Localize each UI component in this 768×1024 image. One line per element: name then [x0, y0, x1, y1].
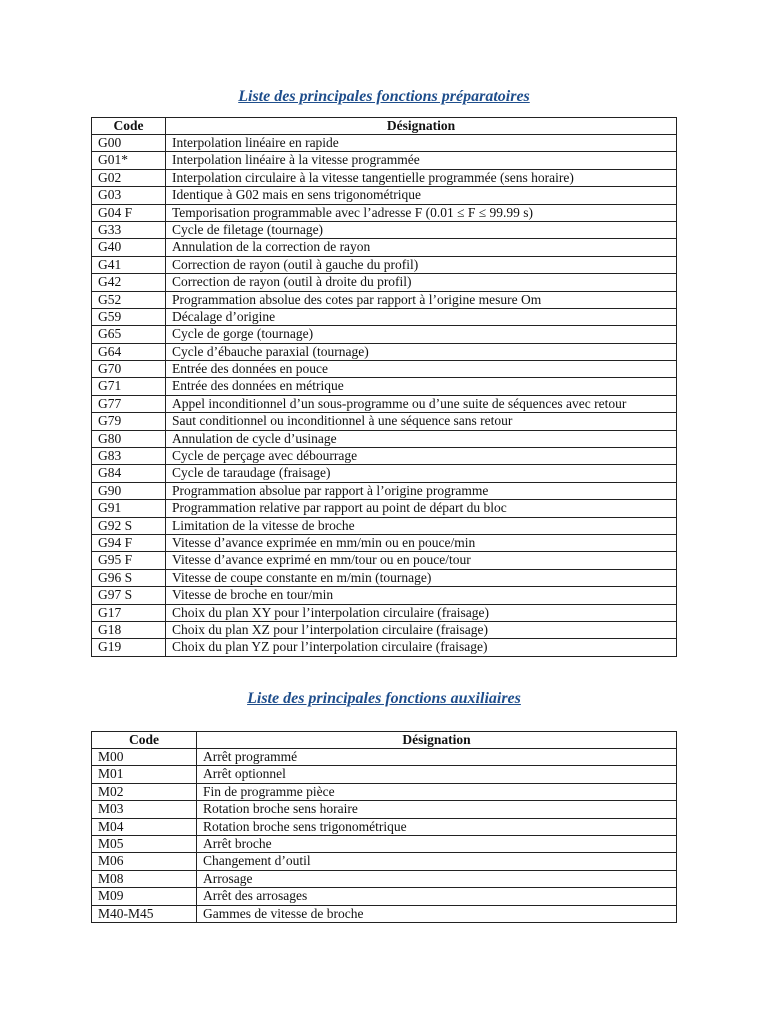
cell-code: G84	[92, 465, 166, 482]
table-row	[92, 343, 677, 360]
section-title-preparatory: Liste des principales fonctions préparatoires	[238, 88, 530, 105]
cell-designation: Correction de rayon (outil à gauche du profil)	[166, 256, 677, 273]
cell-designation: Choix du plan XY pour l’interpolation circulaire (fraisage)	[166, 604, 677, 621]
column-header-designation: Désignation	[166, 118, 677, 135]
cell-code: G40	[92, 239, 166, 256]
cell-code: G96 S	[92, 569, 166, 586]
cell-code: G42	[92, 274, 166, 291]
table-row	[92, 835, 677, 852]
cell-designation: Correction de rayon (outil à droite du profil)	[166, 274, 677, 291]
table-body	[92, 749, 677, 923]
cell-code: G77	[92, 395, 166, 412]
table-row	[92, 639, 677, 656]
cell-code: M04	[92, 818, 197, 835]
cell-code: G04 F	[92, 204, 166, 221]
cell-designation: Programmation absolue des cotes par rapport à l’origine mesure Om	[166, 291, 677, 308]
table-row	[92, 361, 677, 378]
table-row	[92, 135, 677, 152]
table-row	[92, 239, 677, 256]
cell-code: M40-M45	[92, 905, 197, 922]
cell-code: M01	[92, 766, 197, 783]
cell-designation: Saut conditionnel ou inconditionnel à une séquence sans retour	[166, 413, 677, 430]
table-row	[92, 621, 677, 638]
cell-code: G00	[92, 135, 166, 152]
preparatory-functions-table	[91, 117, 677, 657]
cell-code: G65	[92, 326, 166, 343]
cell-designation: Changement d’outil	[197, 853, 677, 870]
table-row	[92, 256, 677, 273]
cell-designation: Temporisation programmable avec l’adresse F (0.01 ≤ F ≤ 99.99 s)	[166, 204, 677, 221]
cell-designation: Cycle d’ébauche paraxial (tournage)	[166, 343, 677, 360]
section-title-auxiliary: Liste des principales fonctions auxiliaires	[247, 690, 521, 707]
cell-code: G33	[92, 221, 166, 238]
cell-designation: Interpolation linéaire en rapide	[166, 135, 677, 152]
table-row	[92, 187, 677, 204]
cell-code: G01*	[92, 152, 166, 169]
cell-code: G17	[92, 604, 166, 621]
cell-code: M05	[92, 835, 197, 852]
cell-code: G41	[92, 256, 166, 273]
cell-code: M02	[92, 783, 197, 800]
table-row	[92, 308, 677, 325]
table-row	[92, 413, 677, 430]
cell-code: M00	[92, 749, 197, 766]
cell-designation: Entrée des données en métrique	[166, 378, 677, 395]
cell-designation: Choix du plan YZ pour l’interpolation circulaire (fraisage)	[166, 639, 677, 656]
table-row	[92, 378, 677, 395]
cell-code: M06	[92, 853, 197, 870]
table-row	[92, 274, 677, 291]
cell-code: G80	[92, 430, 166, 447]
cell-code: G02	[92, 169, 166, 186]
table-row	[92, 448, 677, 465]
cell-designation: Annulation de la correction de rayon	[166, 239, 677, 256]
cell-designation: Interpolation circulaire à la vitesse tangentielle programmée (sens horaire)	[166, 169, 677, 186]
cell-designation: Appel inconditionnel d’un sous-programme ou d’une suite de séquences avec retour	[166, 395, 677, 412]
table-row	[92, 326, 677, 343]
cell-code: G52	[92, 291, 166, 308]
table-header-row	[92, 118, 677, 135]
cell-designation: Annulation de cycle d’usinage	[166, 430, 677, 447]
cell-code: G59	[92, 308, 166, 325]
cell-code: G19	[92, 639, 166, 656]
cell-designation: Rotation broche sens trigonométrique	[197, 818, 677, 835]
cell-code: G94 F	[92, 534, 166, 551]
cell-code: M08	[92, 870, 197, 887]
table-row	[92, 801, 677, 818]
cell-code: G71	[92, 378, 166, 395]
cell-code: G18	[92, 621, 166, 638]
cell-code: G70	[92, 361, 166, 378]
cell-code: G95 F	[92, 552, 166, 569]
cell-designation: Arrêt optionnel	[197, 766, 677, 783]
cell-code: M09	[92, 888, 197, 905]
cell-designation: Cycle de taraudage (fraisage)	[166, 465, 677, 482]
table-row	[92, 465, 677, 482]
table-row	[92, 221, 677, 238]
table-row	[92, 291, 677, 308]
cell-designation: Programmation relative par rapport au point de départ du bloc	[166, 500, 677, 517]
cell-designation: Gammes de vitesse de broche	[197, 905, 677, 922]
table-row	[92, 482, 677, 499]
table-row	[92, 783, 677, 800]
table-header-row	[92, 732, 677, 749]
column-header-code: Code	[92, 732, 197, 749]
table-row	[92, 888, 677, 905]
column-header-code: Code	[92, 118, 166, 135]
table-row	[92, 552, 677, 569]
cell-designation: Vitesse de broche en tour/min	[166, 587, 677, 604]
table-row	[92, 870, 677, 887]
cell-designation: Rotation broche sens horaire	[197, 801, 677, 818]
table-row	[92, 517, 677, 534]
cell-designation: Programmation absolue par rapport à l’origine programme	[166, 482, 677, 499]
table-row	[92, 500, 677, 517]
table-row	[92, 766, 677, 783]
cell-designation: Entrée des données en pouce	[166, 361, 677, 378]
cell-designation: Décalage d’origine	[166, 308, 677, 325]
cell-designation: Arrosage	[197, 870, 677, 887]
table-row	[92, 569, 677, 586]
column-header-designation: Désignation	[197, 732, 677, 749]
cell-designation: Arrêt des arrosages	[197, 888, 677, 905]
cell-code: G97 S	[92, 587, 166, 604]
cell-designation: Identique à G02 mais en sens trigonométrique	[166, 187, 677, 204]
cell-designation: Limitation de la vitesse de broche	[166, 517, 677, 534]
table-body	[92, 135, 677, 657]
cell-designation: Cycle de filetage (tournage)	[166, 221, 677, 238]
cell-designation: Cycle de gorge (tournage)	[166, 326, 677, 343]
table-row	[92, 204, 677, 221]
cell-code: G92 S	[92, 517, 166, 534]
cell-code: G79	[92, 413, 166, 430]
table-row	[92, 152, 677, 169]
cell-designation: Vitesse d’avance exprimé en mm/tour ou en pouce/tour	[166, 552, 677, 569]
table-row	[92, 749, 677, 766]
table-row	[92, 853, 677, 870]
table-row	[92, 604, 677, 621]
cell-code: M03	[92, 801, 197, 818]
cell-designation: Vitesse de coupe constante en m/min (tournage)	[166, 569, 677, 586]
cell-code: G90	[92, 482, 166, 499]
cell-code: G64	[92, 343, 166, 360]
table-row	[92, 587, 677, 604]
table-row	[92, 430, 677, 447]
cell-designation: Arrêt programmé	[197, 749, 677, 766]
cell-code: G03	[92, 187, 166, 204]
cell-designation: Arrêt broche	[197, 835, 677, 852]
table-row	[92, 818, 677, 835]
cell-designation: Interpolation linéaire à la vitesse programmée	[166, 152, 677, 169]
table-row	[92, 395, 677, 412]
cell-designation: Choix du plan XZ pour l’interpolation circulaire (fraisage)	[166, 621, 677, 638]
cell-code: G83	[92, 448, 166, 465]
cell-designation: Cycle de perçage avec débourrage	[166, 448, 677, 465]
table-row	[92, 169, 677, 186]
cell-designation: Fin de programme pièce	[197, 783, 677, 800]
table-row	[92, 905, 677, 922]
cell-designation: Vitesse d’avance exprimée en mm/min ou en pouce/min	[166, 534, 677, 551]
cell-code: G91	[92, 500, 166, 517]
auxiliary-functions-table	[91, 731, 677, 923]
table-row	[92, 534, 677, 551]
